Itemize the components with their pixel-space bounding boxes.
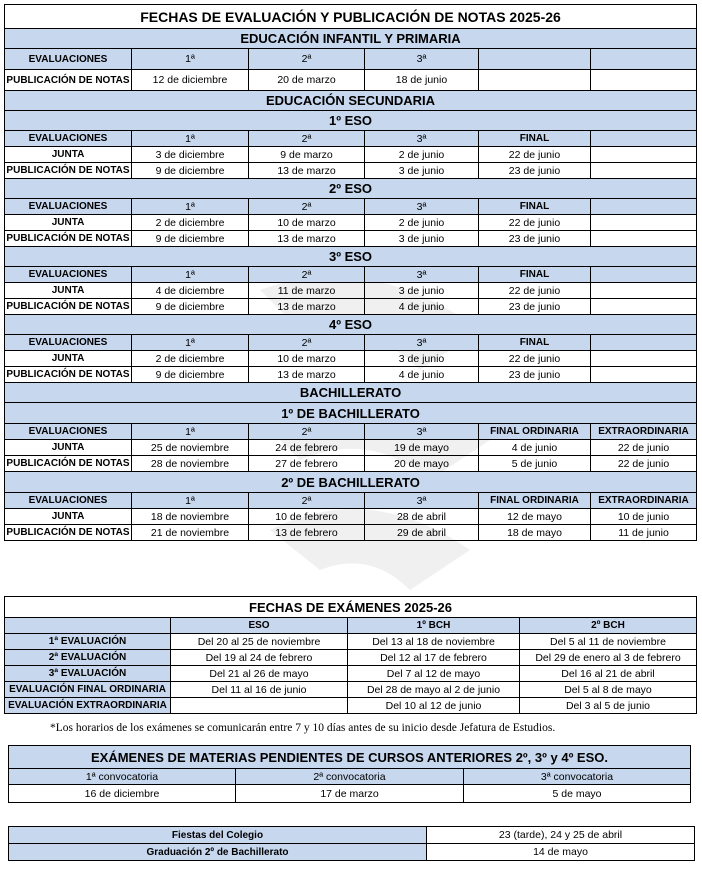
exam-schedule-note: *Los horarios de los exámenes se comunicarán entre 7 y 10 días antes de su inicio desde Jefatura de Estudios. bbox=[50, 722, 556, 734]
date-range-cell: Del 19 al 24 de febrero bbox=[171, 650, 348, 666]
column-header: EXTRAORDINARIA bbox=[591, 493, 697, 509]
table-row bbox=[5, 70, 697, 91]
event-date: 23 (tarde), 24 y 25 de abril bbox=[427, 827, 695, 844]
date-cell bbox=[591, 351, 697, 367]
date-cell: 12 de diciembre bbox=[132, 70, 249, 91]
date-cell: 23 de junio bbox=[479, 367, 591, 383]
date-cell: 25 de noviembre bbox=[132, 440, 249, 456]
column-header: EVALUACIONES bbox=[5, 131, 132, 147]
school-events-table bbox=[8, 826, 695, 861]
column-header: EVALUACIONES bbox=[5, 267, 132, 283]
table-row bbox=[5, 525, 697, 541]
date-cell: 3 de junio bbox=[365, 231, 479, 247]
pending-title-row bbox=[9, 746, 691, 769]
column-header: 2ª convocatoria bbox=[236, 769, 464, 785]
date-cell: 9 de diciembre bbox=[132, 231, 249, 247]
column-header: 3ª convocatoria bbox=[464, 769, 691, 785]
row-label: JUNTA bbox=[5, 351, 132, 367]
date-cell bbox=[591, 215, 697, 231]
row-label: PUBLICACIÓN DE NOTAS bbox=[5, 456, 132, 472]
group-title: 1º ESO bbox=[5, 111, 697, 131]
exams-title: FECHAS DE EXÁMENES 2025-26 bbox=[5, 597, 697, 618]
group-title-row bbox=[5, 315, 697, 335]
section-heading-secundaria: EDUCACIÓN SECUNDARIA bbox=[5, 91, 697, 111]
date-range-cell: Del 7 al 12 de mayo bbox=[348, 666, 520, 682]
date-cell: 21 de noviembre bbox=[132, 525, 249, 541]
date-cell: 9 de diciembre bbox=[132, 367, 249, 383]
column-header: ESO bbox=[171, 618, 348, 634]
date-cell: 2 de junio bbox=[365, 215, 479, 231]
date-cell: 11 de marzo bbox=[249, 283, 365, 299]
table-row bbox=[5, 367, 697, 383]
column-header bbox=[591, 267, 697, 283]
group-title: 2º ESO bbox=[5, 179, 697, 199]
date-range-cell: Del 3 al 5 de junio bbox=[520, 698, 697, 714]
table-row bbox=[5, 283, 697, 299]
group-title: 4º ESO bbox=[5, 315, 697, 335]
date-cell: 13 de marzo bbox=[249, 367, 365, 383]
column-header: 1ª convocatoria bbox=[9, 769, 236, 785]
date-cell: 4 de junio bbox=[365, 367, 479, 383]
exam-row bbox=[5, 634, 697, 650]
table-row bbox=[5, 215, 697, 231]
column-header: FINAL bbox=[479, 199, 591, 215]
date-cell: 10 de marzo bbox=[249, 351, 365, 367]
date-range-cell: Del 13 al 18 de noviembre bbox=[348, 634, 520, 650]
group-title: 3º ESO bbox=[5, 247, 697, 267]
column-header: FINAL ORDINARIA bbox=[479, 493, 591, 509]
date-cell: 4 de diciembre bbox=[132, 283, 249, 299]
date-range-cell: Del 12 al 17 de febrero bbox=[348, 650, 520, 666]
column-header: FINAL bbox=[479, 131, 591, 147]
date-range-cell bbox=[171, 698, 348, 714]
column-header: EVALUACIONES bbox=[5, 49, 132, 70]
date-range-cell: Del 29 de enero al 3 de febrero bbox=[520, 650, 697, 666]
row-label: JUNTA bbox=[5, 440, 132, 456]
pending-title: EXÁMENES DE MATERIAS PENDIENTES DE CURSOS ANTERIORES 2º, 3º y 4º ESO. bbox=[9, 746, 691, 769]
column-header: EVALUACIONES bbox=[5, 335, 132, 351]
column-header: 3ª bbox=[365, 199, 479, 215]
column-header: 1ª bbox=[132, 267, 249, 283]
date-range-cell: Del 5 al 11 de noviembre bbox=[520, 634, 697, 650]
date-cell: 18 de noviembre bbox=[132, 509, 249, 525]
date-range-cell: Del 21 al 26 de mayo bbox=[171, 666, 348, 682]
section-heading-infantil: EDUCACIÓN INFANTIL Y PRIMARIA bbox=[5, 29, 697, 49]
evaluation-dates-table bbox=[4, 4, 697, 541]
column-header: 1º BCH bbox=[348, 618, 520, 634]
column-header: 2ª bbox=[249, 199, 365, 215]
date-cell: 22 de junio bbox=[591, 456, 697, 472]
title-row bbox=[5, 5, 697, 29]
exam-row bbox=[5, 650, 697, 666]
date-cell: 10 de marzo bbox=[249, 215, 365, 231]
date-cell: 23 de junio bbox=[479, 299, 591, 315]
table-header-row bbox=[5, 131, 697, 147]
date-cell: 22 de junio bbox=[479, 283, 591, 299]
column-header bbox=[479, 49, 591, 70]
date-cell: 18 de junio bbox=[365, 70, 479, 91]
date-cell: 22 de junio bbox=[479, 147, 591, 163]
date-cell bbox=[591, 147, 697, 163]
column-header: 1ª bbox=[132, 199, 249, 215]
date-cell: 9 de marzo bbox=[249, 147, 365, 163]
section-heading-bachillerato: BACHILLERATO bbox=[5, 383, 697, 403]
row-label: 3ª EVALUACIÓN bbox=[5, 666, 171, 682]
date-cell bbox=[591, 231, 697, 247]
row-label: JUNTA bbox=[5, 509, 132, 525]
date-cell: 23 de junio bbox=[479, 231, 591, 247]
section-heading-bachillerato-row bbox=[5, 383, 697, 403]
table-header-row bbox=[5, 267, 697, 283]
date-cell: 3 de junio bbox=[365, 163, 479, 179]
group-title-row bbox=[5, 472, 697, 493]
column-header: 3ª bbox=[365, 131, 479, 147]
section-heading-infantil-row bbox=[5, 29, 697, 49]
date-range-cell: Del 20 al 25 de noviembre bbox=[171, 634, 348, 650]
row-label: PUBLICACIÓN DE NOTAS bbox=[5, 163, 132, 179]
table-row bbox=[5, 163, 697, 179]
date-cell bbox=[591, 299, 697, 315]
column-header: FINAL bbox=[479, 335, 591, 351]
date-cell: 3 de diciembre bbox=[132, 147, 249, 163]
date-cell: 20 de marzo bbox=[249, 70, 365, 91]
group-title-row bbox=[5, 111, 697, 131]
column-header: 1ª bbox=[132, 335, 249, 351]
column-header: 3ª bbox=[365, 49, 479, 70]
row-label: PUBLICACIÓN DE NOTAS bbox=[5, 70, 132, 91]
section-heading-secundaria-row bbox=[5, 91, 697, 111]
pending-subjects-table bbox=[8, 745, 691, 803]
row-label: EVALUACIÓN EXTRAORDINARIA bbox=[5, 698, 171, 714]
table-header-row bbox=[5, 49, 697, 70]
column-header: FINAL ORDINARIA bbox=[479, 424, 591, 440]
date-cell bbox=[591, 367, 697, 383]
date-cell: 2 de diciembre bbox=[132, 351, 249, 367]
date-cell: 13 de marzo bbox=[249, 299, 365, 315]
date-cell: 22 de junio bbox=[479, 215, 591, 231]
date-range-cell: Del 5 al 8 de mayo bbox=[520, 682, 697, 698]
column-header: 1ª bbox=[132, 493, 249, 509]
date-cell: 4 de junio bbox=[479, 440, 591, 456]
pending-header-row bbox=[9, 769, 691, 785]
exams-header-row bbox=[5, 618, 697, 634]
column-header: 2ª bbox=[249, 49, 365, 70]
event-label: Graduación 2º de Bachillerato bbox=[9, 844, 427, 861]
date-cell: 11 de junio bbox=[591, 525, 697, 541]
table-row bbox=[5, 147, 697, 163]
date-range-cell: Del 16 al 21 de abril bbox=[520, 666, 697, 682]
page-title: FECHAS DE EVALUACIÓN Y PUBLICACIÓN DE NOTAS 2025-26 bbox=[5, 5, 697, 29]
column-header: EXTRAORDINARIA bbox=[591, 424, 697, 440]
date-cell: 13 de marzo bbox=[249, 163, 365, 179]
date-cell: 10 de junio bbox=[591, 509, 697, 525]
row-label: 2ª EVALUACIÓN bbox=[5, 650, 171, 666]
row-label: JUNTA bbox=[5, 283, 132, 299]
group-title-row bbox=[5, 403, 697, 424]
table-row bbox=[5, 440, 697, 456]
column-header: 2ª bbox=[249, 335, 365, 351]
group-title: 2º DE BACHILLERATO bbox=[5, 472, 697, 493]
date-cell: 13 de marzo bbox=[249, 231, 365, 247]
date-cell: 2 de diciembre bbox=[132, 215, 249, 231]
table-header-row bbox=[5, 335, 697, 351]
table-row bbox=[5, 456, 697, 472]
column-header: FINAL bbox=[479, 267, 591, 283]
event-row bbox=[9, 844, 695, 861]
date-cell: 22 de junio bbox=[479, 351, 591, 367]
date-cell: 24 de febrero bbox=[249, 440, 365, 456]
row-label: PUBLICACIÓN DE NOTAS bbox=[5, 299, 132, 315]
row-label: PUBLICACIÓN DE NOTAS bbox=[5, 367, 132, 383]
column-header: 2ª bbox=[249, 424, 365, 440]
column-header: EVALUACIONES bbox=[5, 424, 132, 440]
date-cell: 5 de mayo bbox=[464, 785, 691, 803]
exam-row bbox=[5, 682, 697, 698]
date-cell: 9 de diciembre bbox=[132, 163, 249, 179]
table-header-row bbox=[5, 199, 697, 215]
column-header bbox=[591, 49, 697, 70]
date-cell: 28 de abril bbox=[365, 509, 479, 525]
date-cell bbox=[591, 163, 697, 179]
column-header: 2º BCH bbox=[520, 618, 697, 634]
group-title: 1º DE BACHILLERATO bbox=[5, 403, 697, 424]
date-cell: 2 de junio bbox=[365, 147, 479, 163]
column-header: 2ª bbox=[249, 493, 365, 509]
table-row bbox=[5, 299, 697, 315]
date-cell: 3 de junio bbox=[365, 351, 479, 367]
date-cell: 28 de noviembre bbox=[132, 456, 249, 472]
row-label: 1ª EVALUACIÓN bbox=[5, 634, 171, 650]
table-row bbox=[5, 231, 697, 247]
date-cell: 9 de diciembre bbox=[132, 299, 249, 315]
date-cell: 13 de febrero bbox=[249, 525, 365, 541]
column-header: 2ª bbox=[249, 267, 365, 283]
date-cell: 4 de junio bbox=[365, 299, 479, 315]
group-title-row bbox=[5, 247, 697, 267]
date-range-cell: Del 10 al 12 de junio bbox=[348, 698, 520, 714]
row-label: PUBLICACIÓN DE NOTAS bbox=[5, 525, 132, 541]
event-date: 14 de mayo bbox=[427, 844, 695, 861]
column-header: 3ª bbox=[365, 424, 479, 440]
column-header: 3ª bbox=[365, 267, 479, 283]
date-cell bbox=[591, 283, 697, 299]
pending-values-row bbox=[9, 785, 691, 803]
exam-row bbox=[5, 698, 697, 714]
exams-title-row bbox=[5, 597, 697, 618]
table-row bbox=[5, 351, 697, 367]
row-label: JUNTA bbox=[5, 215, 132, 231]
column-header bbox=[5, 618, 171, 634]
group-title-row bbox=[5, 179, 697, 199]
date-cell: 5 de junio bbox=[479, 456, 591, 472]
date-cell: 29 de abril bbox=[365, 525, 479, 541]
row-label: EVALUACIÓN FINAL ORDINARIA bbox=[5, 682, 171, 698]
event-row bbox=[9, 827, 695, 844]
column-header bbox=[591, 335, 697, 351]
table-header-row bbox=[5, 424, 697, 440]
column-header: 2ª bbox=[249, 131, 365, 147]
row-label: JUNTA bbox=[5, 147, 132, 163]
date-cell: 12 de mayo bbox=[479, 509, 591, 525]
column-header: 3ª bbox=[365, 493, 479, 509]
date-cell bbox=[591, 70, 697, 91]
date-range-cell: Del 28 de mayo al 2 de junio bbox=[348, 682, 520, 698]
date-cell: 27 de febrero bbox=[249, 456, 365, 472]
exam-dates-table bbox=[4, 596, 697, 714]
date-cell: 20 de mayo bbox=[365, 456, 479, 472]
column-header bbox=[591, 131, 697, 147]
date-cell: 22 de junio bbox=[591, 440, 697, 456]
date-cell bbox=[479, 70, 591, 91]
column-header: EVALUACIONES bbox=[5, 199, 132, 215]
column-header: 1ª bbox=[132, 49, 249, 70]
date-cell: 23 de junio bbox=[479, 163, 591, 179]
table-row bbox=[5, 509, 697, 525]
date-cell: 18 de mayo bbox=[479, 525, 591, 541]
date-cell: 19 de mayo bbox=[365, 440, 479, 456]
column-header: 3ª bbox=[365, 335, 479, 351]
date-cell: 10 de febrero bbox=[249, 509, 365, 525]
column-header bbox=[591, 199, 697, 215]
date-cell: 16 de diciembre bbox=[9, 785, 236, 803]
date-cell: 17 de marzo bbox=[236, 785, 464, 803]
event-label: Fiestas del Colegio bbox=[9, 827, 427, 844]
exam-row bbox=[5, 666, 697, 682]
table-header-row bbox=[5, 493, 697, 509]
date-cell: 3 de junio bbox=[365, 283, 479, 299]
column-header: 1ª bbox=[132, 424, 249, 440]
column-header: EVALUACIONES bbox=[5, 493, 132, 509]
date-range-cell: Del 11 al 16 de junio bbox=[171, 682, 348, 698]
row-label: PUBLICACIÓN DE NOTAS bbox=[5, 231, 132, 247]
column-header: 1ª bbox=[132, 131, 249, 147]
